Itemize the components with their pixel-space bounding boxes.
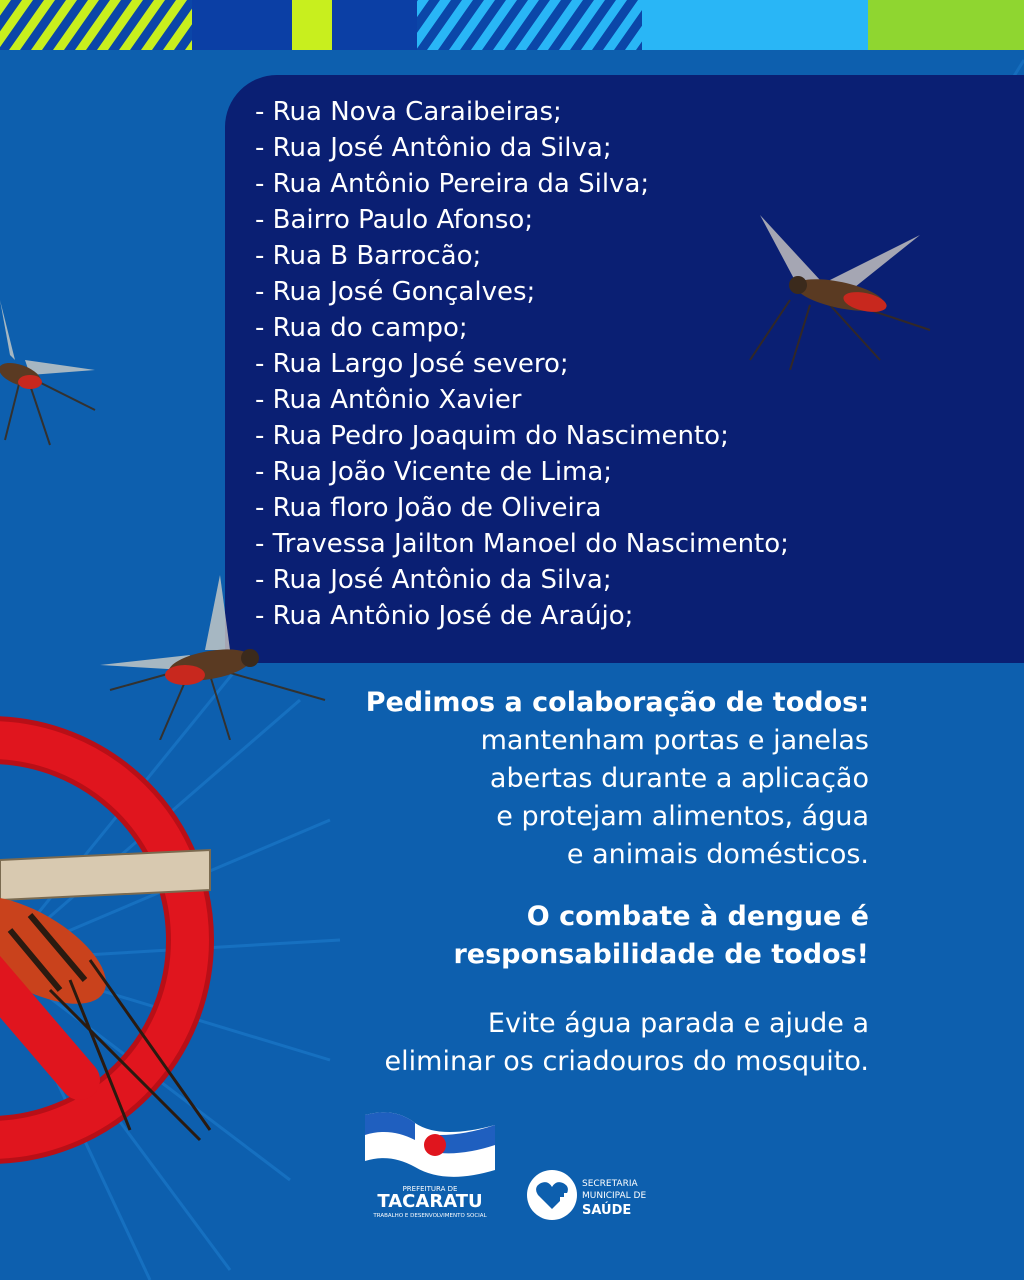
mosquito-icon [0,300,100,450]
slogan-line: O combate à dengue é [526,901,869,932]
advice-block [385,1005,869,1081]
appeal-line: e animais domésticos. [566,839,869,870]
street-item: - Rua José Antônio da Silva; [255,565,612,595]
prefeitura-sub: TRABALHO E DESENVOLVIMENTO SOCIAL [373,1213,487,1219]
street-item: - Rua Antônio Xavier [255,385,522,415]
prefeitura-top: PREFEITURA DE [402,1185,458,1193]
street-item: - Rua João Vicente de Lima; [255,457,613,487]
street-item: - Rua Nova Caraibeiras; [255,97,562,127]
prefeitura-name: TACARATU [377,1191,483,1212]
street-item: - Rua Largo José severo; [255,349,569,379]
street-item: - Rua Antônio Pereira da Silva; [255,169,650,199]
appeal-block [366,684,869,874]
street-item: - Rua floro João de Oliveira [255,493,602,523]
secretaria-line1: SECRETARIA [582,1179,638,1189]
street-item: - Rua José Antônio da Silva; [255,133,612,163]
secretaria-line2: MUNICIPAL DE [582,1191,647,1201]
mosquito-icon [730,210,950,370]
street-item: - Rua Pedro Joaquim do Nascimento; [255,421,729,451]
slogan-line: responsabilidade de todos! [453,939,869,970]
heart-cross-icon [527,1170,577,1220]
street-item: - Travessa Jailton Manoel do Nascimento; [255,529,789,559]
street-item: - Rua José Gonçalves; [255,277,536,307]
prohibition-icon [0,660,240,1220]
street-item: - Rua Antônio José de Araújo; [255,601,634,631]
top-stripe-bar [0,0,1024,50]
slogan-block [453,898,869,974]
street-item: - Rua B Barrocão; [255,241,482,271]
secretaria-line3: SAÚDE [582,1203,632,1218]
advice-line: eliminar os criadouros do mosquito. [384,1046,869,1077]
appeal-line: mantenham portas e janelas [480,725,869,756]
advice-line: Evite água parada e ajude a [487,1008,869,1039]
appeal-heading: Pedimos a colaboração de todos: [365,687,869,718]
street-list [255,94,789,634]
footer-logos [355,1105,685,1225]
street-item: - Bairro Paulo Afonso; [255,205,534,235]
appeal-line: abertas durante a aplicação [489,763,869,794]
secretaria-logo [527,1170,646,1220]
appeal-line: e protejam alimentos, água [496,801,869,832]
street-item: - Rua do campo; [255,313,468,343]
prefeitura-logo [365,1112,495,1219]
flag-icon [365,1112,495,1176]
